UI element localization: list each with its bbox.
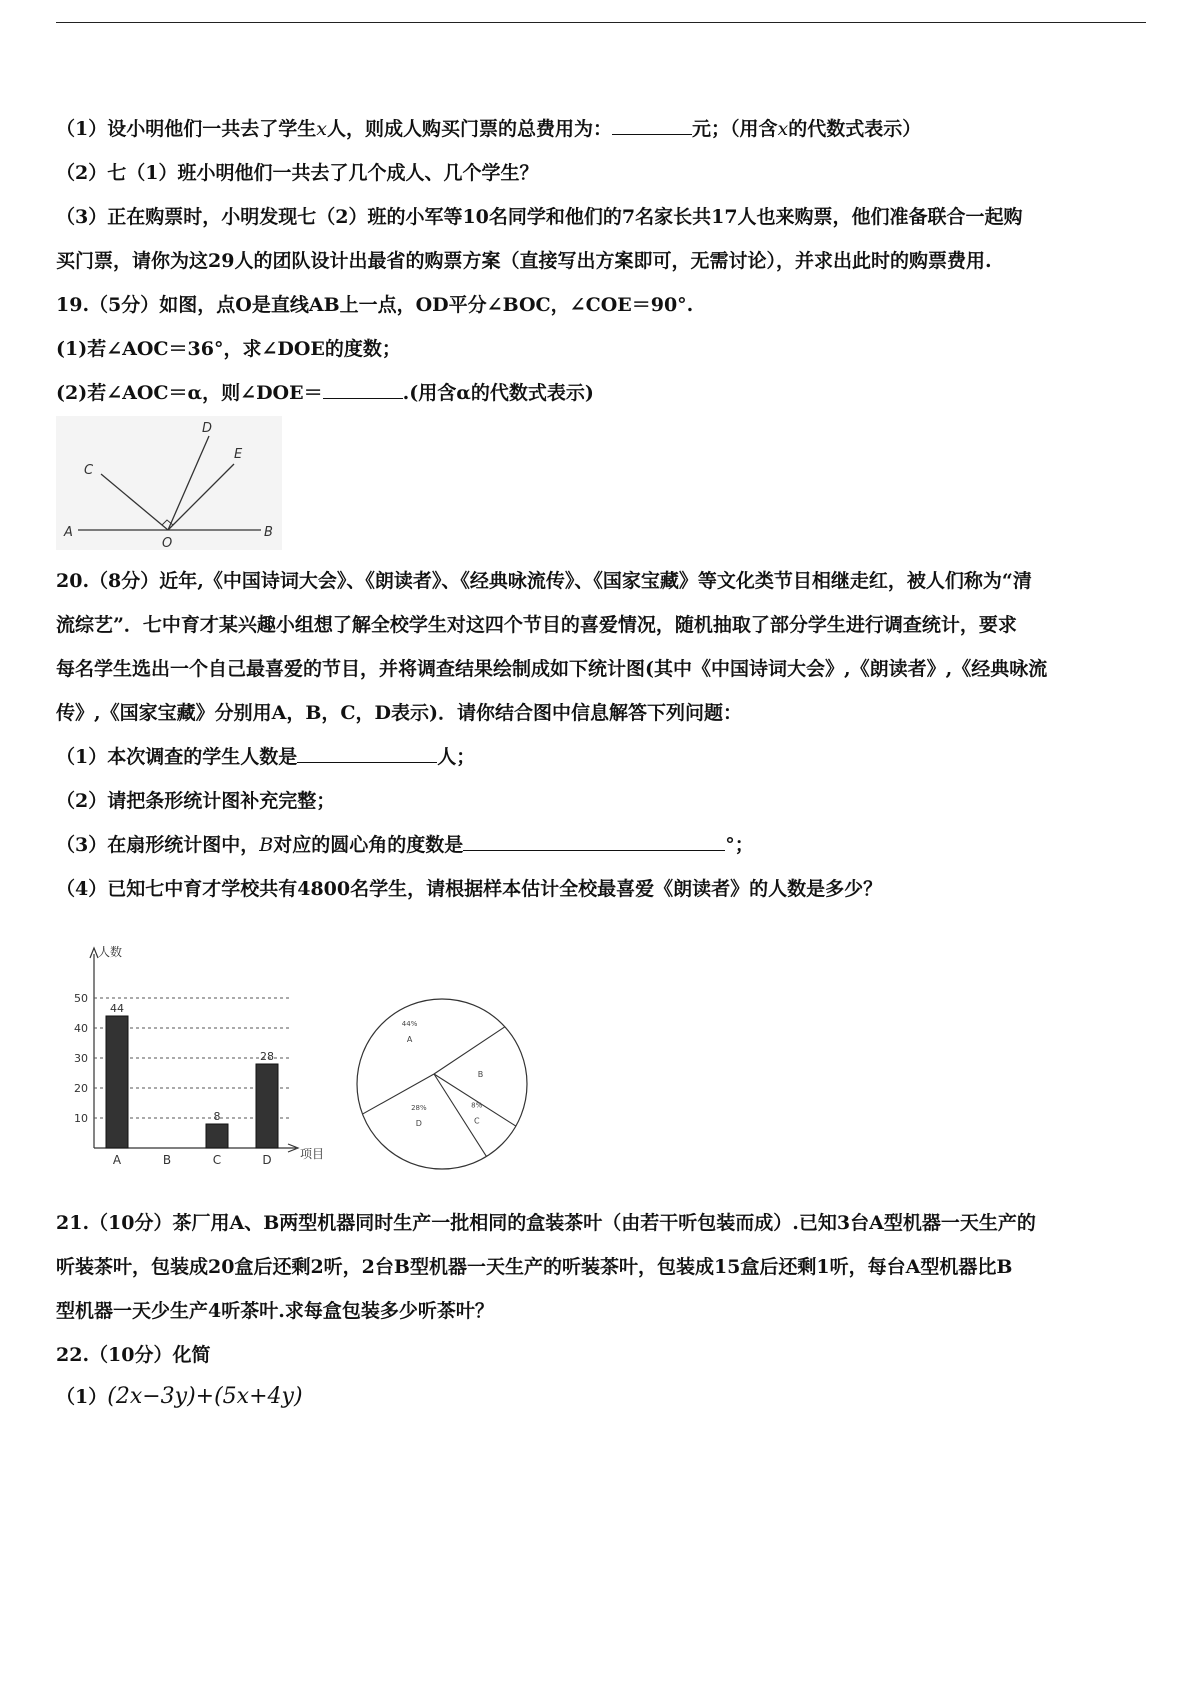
pie-percent-label: 8% [471,1101,483,1110]
q18-part3-line1: （3）正在购票时，小明发现七（2）班的小军等10名同学和他们的7名家长共17人也来购票，他们准备联合一起购 [56,206,1023,228]
label-e: E [234,447,243,462]
pie-percent-label: 28% [411,1104,427,1113]
bar-D [256,1064,278,1148]
q20-line4: 传》,《国家宝藏》分别用A，B，C，D表示)．请你结合图中信息解答下列问题： [56,702,743,724]
x-tick-label: D [262,1153,272,1167]
answer-blank[interactable] [323,380,403,399]
label-c: C [84,463,94,478]
pie-percent-label: 44% [401,1020,418,1029]
q20-line1: 20.（8分）近年,《中国诗词大会》、《朗读者》、《经典咏流传》、《国家宝藏》等文化类节目相继走红，被人们称为“清 [56,570,1032,592]
q21-line3: 型机器一天少生产4听茶叶.求每盒包装多少听茶叶？ [56,1300,494,1322]
pie-chart [352,994,532,1174]
q20-line3: 每名学生选出一个自己最喜爱的节目，并将调查结果绘制成如下统计图(其中《中国诗词大会》,《朗读者》,《经典咏流 [56,658,1048,680]
q20-part2: （2）请把条形统计图补充完整； [56,790,336,812]
label-o: O [162,536,173,550]
x-axis-label: 项目 [300,1147,325,1161]
header-rule [56,22,1146,23]
label-a: A [64,525,73,540]
bar-value-label: 8 [213,1110,221,1123]
q22-stem: 22.（10分）化简 [56,1344,211,1366]
q19-part2: (2)若∠AOC＝α，则∠DOE＝ .(用含α的代数式表示) [56,382,594,404]
pie-slice-label-C: C [473,1116,480,1126]
q21-line1: 21.（10分）茶厂用A、B两型机器同时生产一批相同的盒装茶叶（由若干听包装而成）.已知3台A型机器一天生产的 [56,1212,1036,1234]
q20-line2: 流综艺”．七中育才某兴趣小组想了解全校学生对这四个节目的喜爱情况，随机抽取了部分学生进行调查统计，要求 [56,614,1017,636]
bar-chart [60,936,340,1176]
y-tick-label: 10 [74,1112,88,1125]
answer-blank[interactable] [612,116,692,135]
q22-part1: （1）(2x−3y)+(5x+4y) [56,1384,303,1409]
x-tick-label: C [212,1153,222,1167]
y-tick-label: 40 [74,1022,88,1035]
bar-C [206,1124,228,1148]
q19-stem: 19.（5分）如图，点O是直线AB上一点，OD平分∠BOC，∠COE＝90°. [56,294,694,316]
pie-outline [357,999,527,1169]
x-tick-label: A [112,1153,122,1167]
pie-slice-label-D: D [415,1119,422,1129]
q19-part1: (1)若∠AOC＝36°，求∠DOE的度数； [56,338,401,360]
bar-A [106,1016,128,1148]
q21-line2: 听装茶叶，包装成20盒后还剩2听，2台B型机器一天生产的听装茶叶，包装成15盒后还剩1听，每台A型机器比B [56,1256,1013,1278]
answer-blank[interactable] [463,832,725,851]
y-tick-label: 50 [74,992,88,1005]
bar-value-label: 28 [260,1050,274,1063]
angle-figure [56,416,282,550]
q22-expression: (2x−3y)+(5x+4y) [107,1384,303,1409]
pie-slice-label-A: A [406,1035,413,1045]
q18-part3-line2: 买门票，请你为这29人的团队设计出最省的购票方案（直接写出方案即可，无需讨论），并求出此时的购票费用. [56,250,992,272]
q18-part2: （2）七（1）班小明他们一共去了几个成人、几个学生？ [56,162,539,184]
bar-value-label: 44 [110,1002,124,1015]
x-tick-label: B [162,1153,172,1167]
q18-part1: （1）设小明他们一共去了学生x人，则成人购买门票的总费用为： 元；（用含x的代数式表示） [56,118,922,140]
q20-part4: （4）已知七中育才学校共有4800名学生，请根据样本估计全校最喜爱《朗读者》的人数是多少？ [56,878,883,900]
y-tick-label: 20 [74,1082,88,1095]
answer-blank[interactable] [297,744,437,763]
pie-slice-label-B: B [477,1069,484,1079]
y-axis-label: 人数 [98,945,123,959]
q20-part1: （1）本次调查的学生人数是 人； [56,746,476,768]
q20-part3: （3）在扇形统计图中，B对应的圆心角的度数是 °； [56,834,754,856]
y-tick-label: 30 [74,1052,88,1065]
label-b: B [264,525,273,540]
label-d: D [202,421,213,436]
